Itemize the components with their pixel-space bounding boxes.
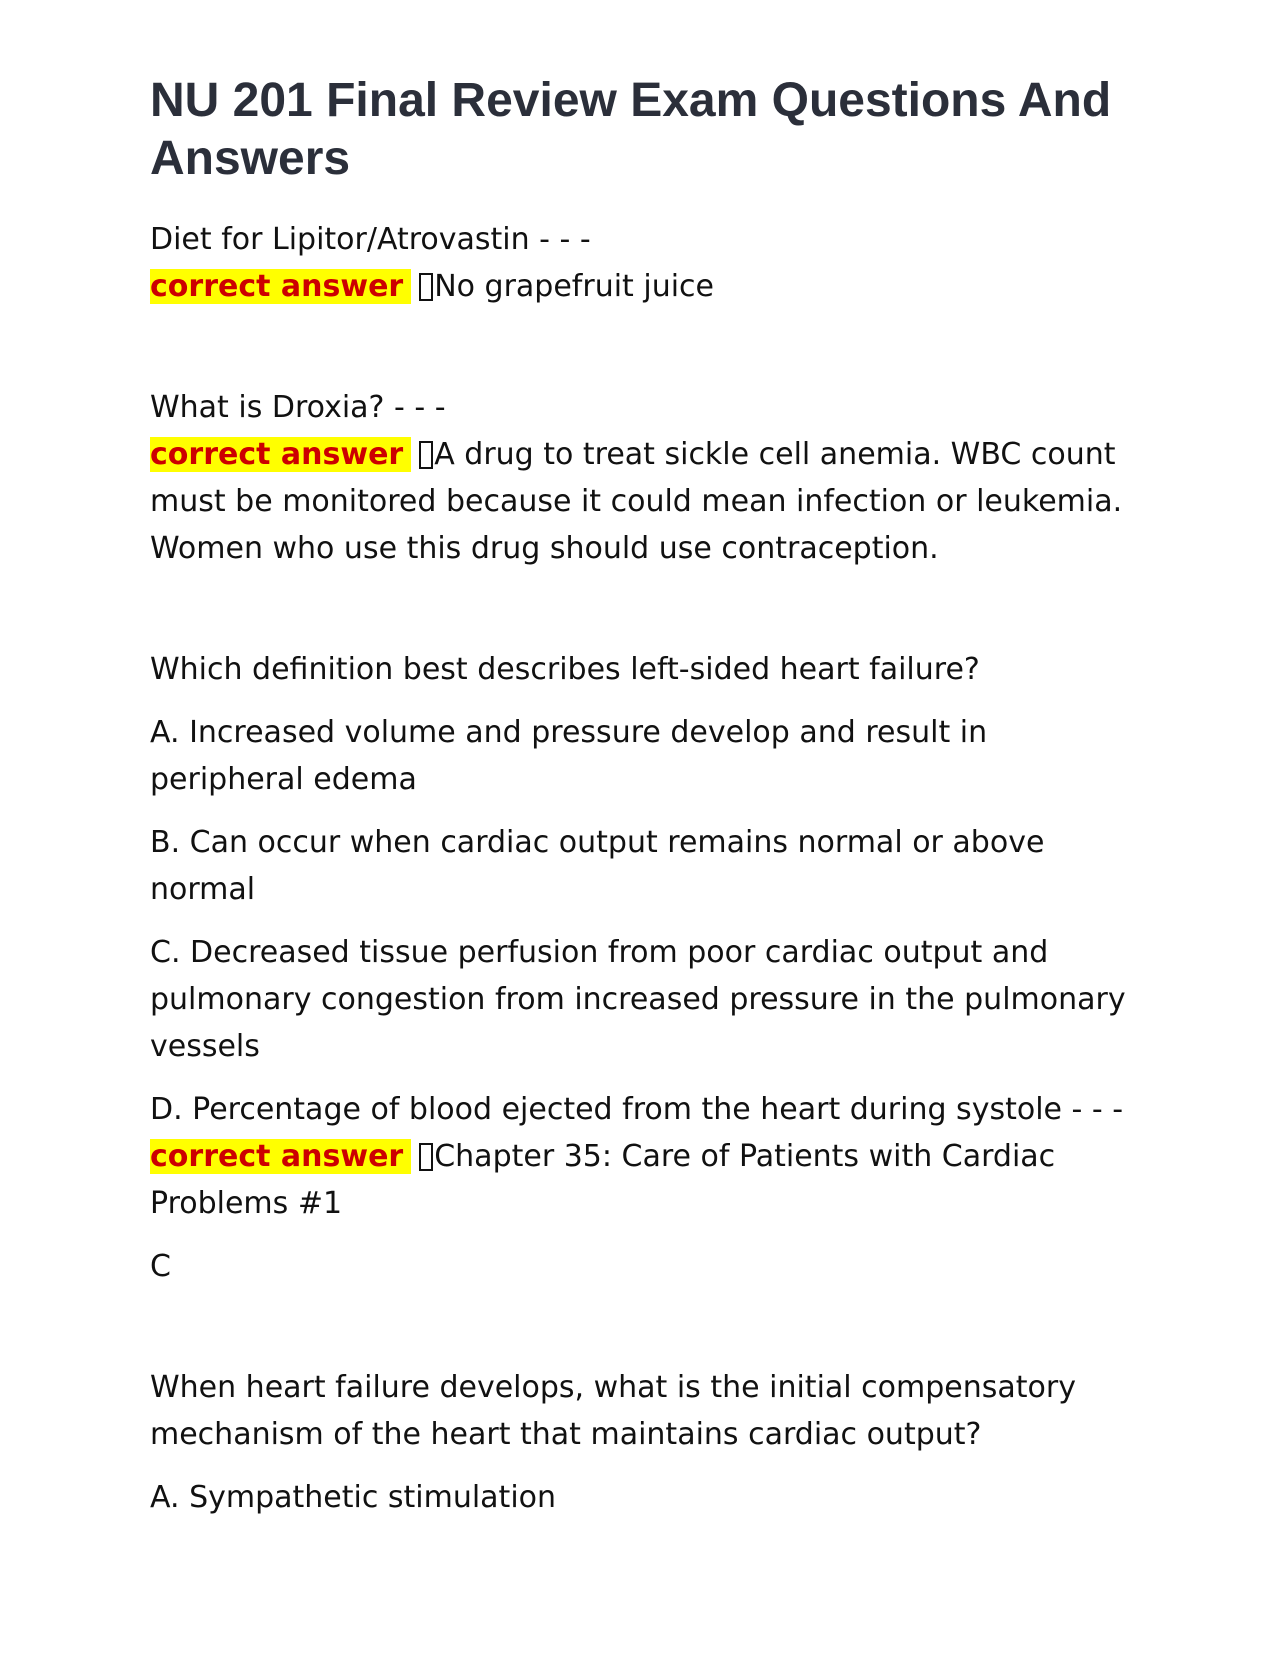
option-a: A. Sympathetic stimulation: [150, 1480, 557, 1515]
checkbox-icon: [419, 273, 433, 301]
document-title: NU 201 Final Review Exam Questions And Answers: [150, 74, 1112, 185]
option-a: A. Increased volume and pressure develop and result in peripheral edema: [150, 715, 988, 797]
document-page: [150, 72, 1130, 1595]
question-text: Which definition best describes left-sided heart failure?: [150, 652, 980, 687]
answer-text: No grapefruit juice: [434, 269, 714, 304]
option-b: B. Can occur when cardiac output remains normal or above normal: [150, 825, 1045, 907]
answer-text: A drug to treat sickle cell anemia. WBC count must be monitored because it could mean infection or leukemia. Women who use this drug should use contraception.: [150, 437, 1123, 566]
question-text: Diet for Lipitor/Atrovastin - - -: [150, 222, 591, 257]
correct-answer-label: correct answer: [150, 269, 411, 304]
correct-answer-label: correct answer: [150, 1139, 411, 1174]
answer-letter: C: [150, 1249, 171, 1284]
answer-line: [150, 431, 1130, 572]
qa-item-1: [150, 216, 1130, 310]
option-d-with-answer: [150, 1086, 1130, 1227]
qa-item-2: [150, 384, 1130, 572]
question-text: What is Droxia? - - -: [150, 390, 446, 425]
answer-line: [150, 263, 1130, 310]
option-d: D. Percentage of blood ejected from the heart during systole - - -: [150, 1092, 1124, 1127]
checkbox-icon: [419, 1143, 433, 1171]
correct-answer-label: correct answer: [150, 437, 411, 472]
question-text: When heart failure develops, what is the initial compensatory mechanism of the heart that maintains cardiac output?: [150, 1370, 1076, 1452]
option-c: C. Decreased tissue perfusion from poor cardiac output and pulmonary congestion from increased pressure in the pulmonary vessels: [150, 935, 1126, 1064]
qa-item-4: [150, 1364, 1130, 1521]
answer-text: Chapter 35: Care of Patients with Cardiac Problems #1: [150, 1139, 1056, 1221]
qa-item-3: [150, 646, 1130, 1290]
checkbox-icon: [419, 441, 433, 469]
